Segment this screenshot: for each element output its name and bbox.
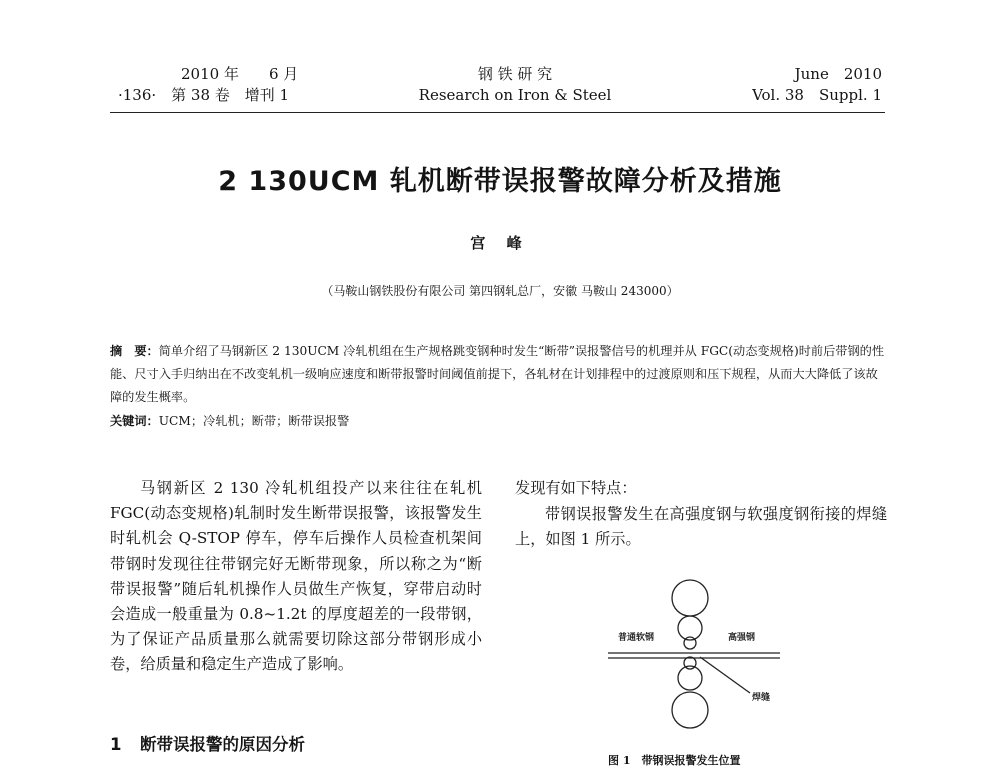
header-volume-en: Vol. 38 Suppl. 1: [752, 86, 882, 104]
section-title: 断带误报警的原因分析: [140, 735, 305, 754]
header-left: [118, 64, 298, 106]
header-page-issue: ·136· 第 38 卷 增刊 1: [118, 86, 290, 104]
header-date-en: June 2010: [794, 65, 882, 83]
abstract-label: 摘 要：: [110, 344, 159, 358]
header-rule: [110, 112, 885, 113]
roll-circle: [672, 580, 708, 616]
body-left-paragraph: 马钢新区 2 130 冷轧机组投产以来往往在轧机 FGC(动态变规格)轧制时发生断带误报警，该报警发生时轧机会 Q-STOP 停车，停车后操作人员检查机架间带钢时发现往往带钢完好无断带现象，所以称之为“断带误报警”随后轧机操作人员做生产恢复，穿带启动时会造成一般重量为 0.8~1.2t 的厚度超差的一段带钢，为了保证产品质量那么就需要切除这部分带钢形成小卷，给质量和稳定生产造成了影响。: [110, 479, 482, 674]
keywords: [110, 410, 885, 433]
article-title: 2 130UCM 轧机断带误报警故障分析及措施: [218, 166, 782, 197]
author-affiliation: （马鞍山钢铁股份有限公司 第四钢轧总厂，安徽 马鞍山 243000）: [321, 284, 679, 298]
body-right-paragraph: 带钢误报警发生在高强度钢与软强度钢衔接的焊缝上，如图 1 所示。: [515, 505, 887, 549]
section-heading: [110, 731, 305, 755]
label-weld: 焊缝: [752, 693, 771, 703]
author-name: 宫 峰: [470, 234, 530, 252]
journal-title-en: Research on Iron & Steel: [418, 86, 612, 104]
section-number: 1: [110, 735, 122, 754]
keywords-label: 关键词：: [110, 414, 159, 428]
weld-leader-line: [700, 657, 750, 693]
label-soft-steel: 普通软钢: [618, 633, 655, 643]
figure-caption: 图 1 带钢误报警发生位置: [608, 754, 741, 767]
abstract: [110, 340, 885, 409]
body-right-intro: 发现有如下特点：: [515, 479, 637, 497]
roll-circle: [684, 637, 696, 649]
keywords-text: UCM；冷轧机；断带；断带误报警: [158, 414, 350, 428]
label-high-strength-steel: 高强钢: [728, 633, 756, 643]
header-right: [700, 64, 882, 106]
journal-title-cn: 钢 铁 研 究: [477, 65, 553, 83]
abstract-text: 简单介绍了马钢新区 2 130UCM 冷轧机组在生产规格跳变钢种时发生“断带”误报警信号的机理并从 FGC(动态变规格)时前后带钢的性能、尺寸入手归纳出在不改变轧机一级响应速度和断带报警时间阈值前提下，各轧材在计划排程中的过渡原则和压下规程，从而大大降低了该故障的发生概率。: [110, 344, 885, 404]
figure-rolls-diagram: [600, 565, 800, 760]
header-year-month: 2010 年 6 月: [181, 65, 299, 83]
header-center: [390, 64, 640, 106]
roll-circle: [672, 692, 708, 728]
